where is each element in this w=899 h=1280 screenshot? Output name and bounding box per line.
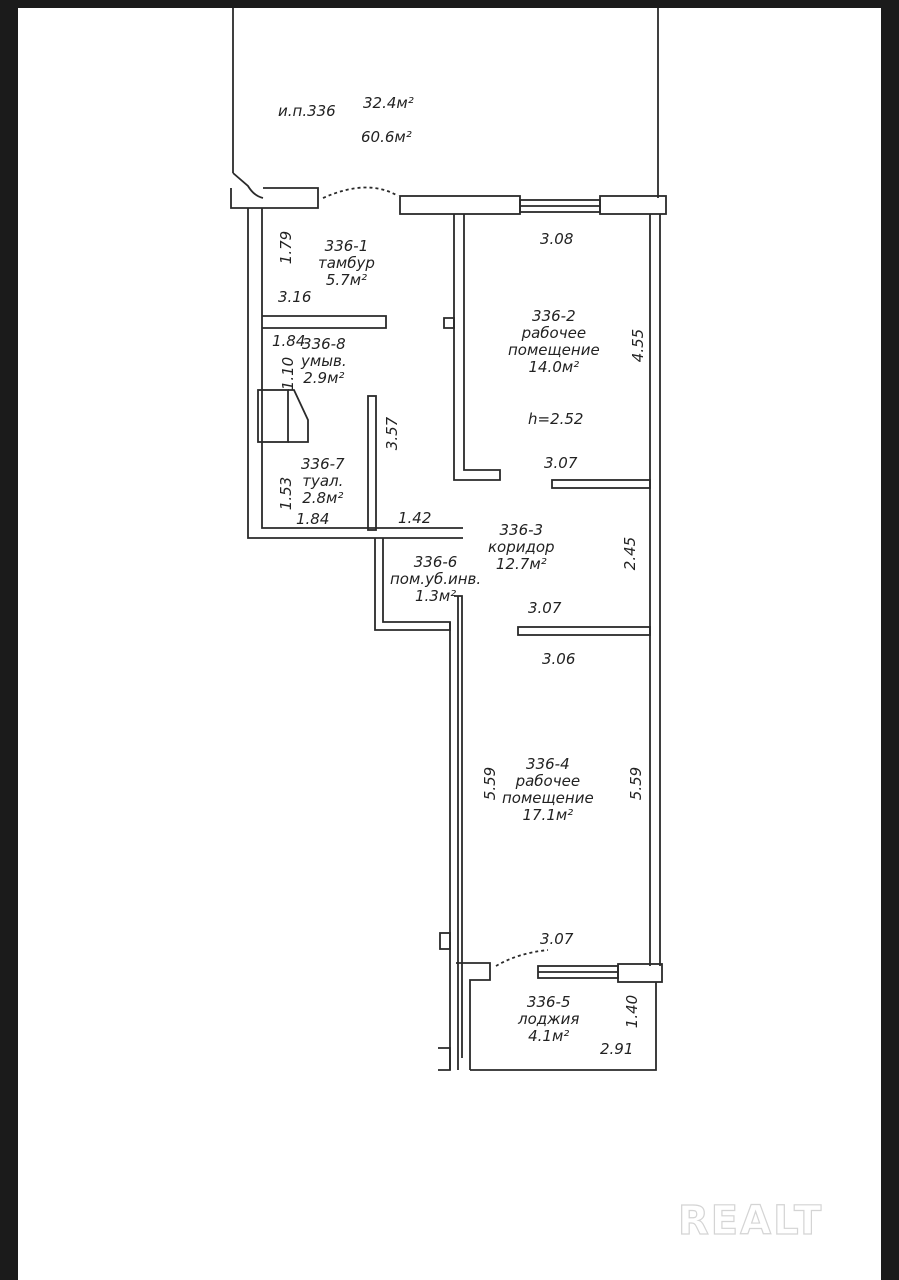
room-code: 336-5 <box>526 993 571 1011</box>
room-code: 336-1 <box>324 237 369 255</box>
room-code: 336-3 <box>499 521 544 539</box>
dim-r1-height: 1.79 <box>277 230 296 265</box>
unit-area-2: 60.6м² <box>361 128 412 146</box>
outer-right-wall <box>650 214 660 966</box>
dim-r8-height: 1.10 <box>279 356 298 391</box>
room-name: туал. <box>302 472 344 490</box>
room-name: помещение <box>502 789 594 807</box>
room-name: помещение <box>508 341 600 359</box>
room-336-6-label <box>390 554 481 605</box>
room-336-2-label <box>508 308 600 376</box>
room-code: 336-6 <box>413 553 458 571</box>
room-name: лоджия <box>518 1010 580 1028</box>
room-area: 1.3м² <box>414 587 457 605</box>
room-336-8-label <box>301 336 347 387</box>
room-name: пом.уб.инв. <box>390 570 482 588</box>
dim-r3-bottom: 3.07 <box>528 599 562 617</box>
loggia-door-swing <box>496 950 548 966</box>
room-336-4-label <box>502 756 594 824</box>
room-336-7-label <box>301 456 345 507</box>
dim-r4-left: 5.59 <box>481 766 500 801</box>
loggia-right-block <box>618 964 662 982</box>
room-336-3-label <box>488 522 555 573</box>
room-area: 2.8м² <box>302 489 344 507</box>
loggia-corner <box>438 1048 450 1070</box>
unit-area-1: 32.4м² <box>363 94 414 112</box>
room-name: коридор <box>488 538 555 556</box>
room-name: рабочее <box>521 324 587 342</box>
room-name: тамбур <box>318 254 375 272</box>
entrance-door-swing <box>323 187 398 198</box>
dim-corr-142: 1.42 <box>398 509 432 527</box>
room-area: 17.1м² <box>522 806 574 824</box>
dim-r4-bottom: 3.07 <box>540 930 574 948</box>
top-wall-left <box>231 188 318 208</box>
dim-wall-357: 3.57 <box>383 416 402 451</box>
dim-r4-top: 3.06 <box>542 650 576 668</box>
dim-r8-width: 1.84 <box>272 332 306 350</box>
unit-label: и.п.336 <box>278 102 336 120</box>
top-wall-right <box>600 196 666 214</box>
dim-r7-width: 1.84 <box>296 510 330 528</box>
realt-watermark: REALT <box>678 1198 824 1244</box>
room-336-5-label <box>518 994 579 1045</box>
dim-r5-height: 1.40 <box>623 994 642 1029</box>
lower-left-wall <box>450 596 458 1070</box>
room-code: 336-4 <box>526 755 570 773</box>
room-code: 336-2 <box>532 307 576 325</box>
washbasin-bowl <box>288 390 308 442</box>
toilet-wall-357 <box>368 396 376 530</box>
room-name: рабочее <box>515 772 581 790</box>
room-336-2-height: h=2.52 <box>528 410 584 428</box>
room-area: 4.1м² <box>528 1027 570 1045</box>
dim-r1-width: 3.16 <box>278 288 312 306</box>
room-area: 2.9м² <box>303 369 345 387</box>
floor-plan-sheet <box>18 8 881 1280</box>
dim-r2-bottom: 3.07 <box>544 454 578 472</box>
room-336-1-label <box>318 238 375 289</box>
top-wall-mid <box>400 196 520 214</box>
dim-r3-height: 2.45 <box>621 536 640 571</box>
tambur-partition <box>262 316 386 328</box>
dim-r5-width: 2.91 <box>600 1040 634 1058</box>
corridor-room4-partition <box>518 627 650 635</box>
room2-wall-nib <box>444 318 454 328</box>
entrance-door-arc <box>233 173 263 198</box>
dim-r4-right: 5.59 <box>627 766 646 801</box>
radiator-mark <box>440 933 450 949</box>
room-area: 12.7м² <box>495 555 547 573</box>
room-name: умыв. <box>301 352 347 370</box>
dim-r2-top: 3.08 <box>540 230 574 248</box>
dim-r7-height: 1.53 <box>277 476 296 511</box>
floor-plan-drawing <box>18 8 881 1280</box>
dim-r2-height: 4.55 <box>629 328 648 363</box>
room2-corridor-partition <box>552 480 650 488</box>
room-area: 14.0м² <box>528 358 580 376</box>
room2-left-wall <box>454 214 500 480</box>
room-code: 336-8 <box>302 335 346 353</box>
room-code: 336-7 <box>301 455 345 473</box>
room-area: 5.7м² <box>325 271 368 289</box>
